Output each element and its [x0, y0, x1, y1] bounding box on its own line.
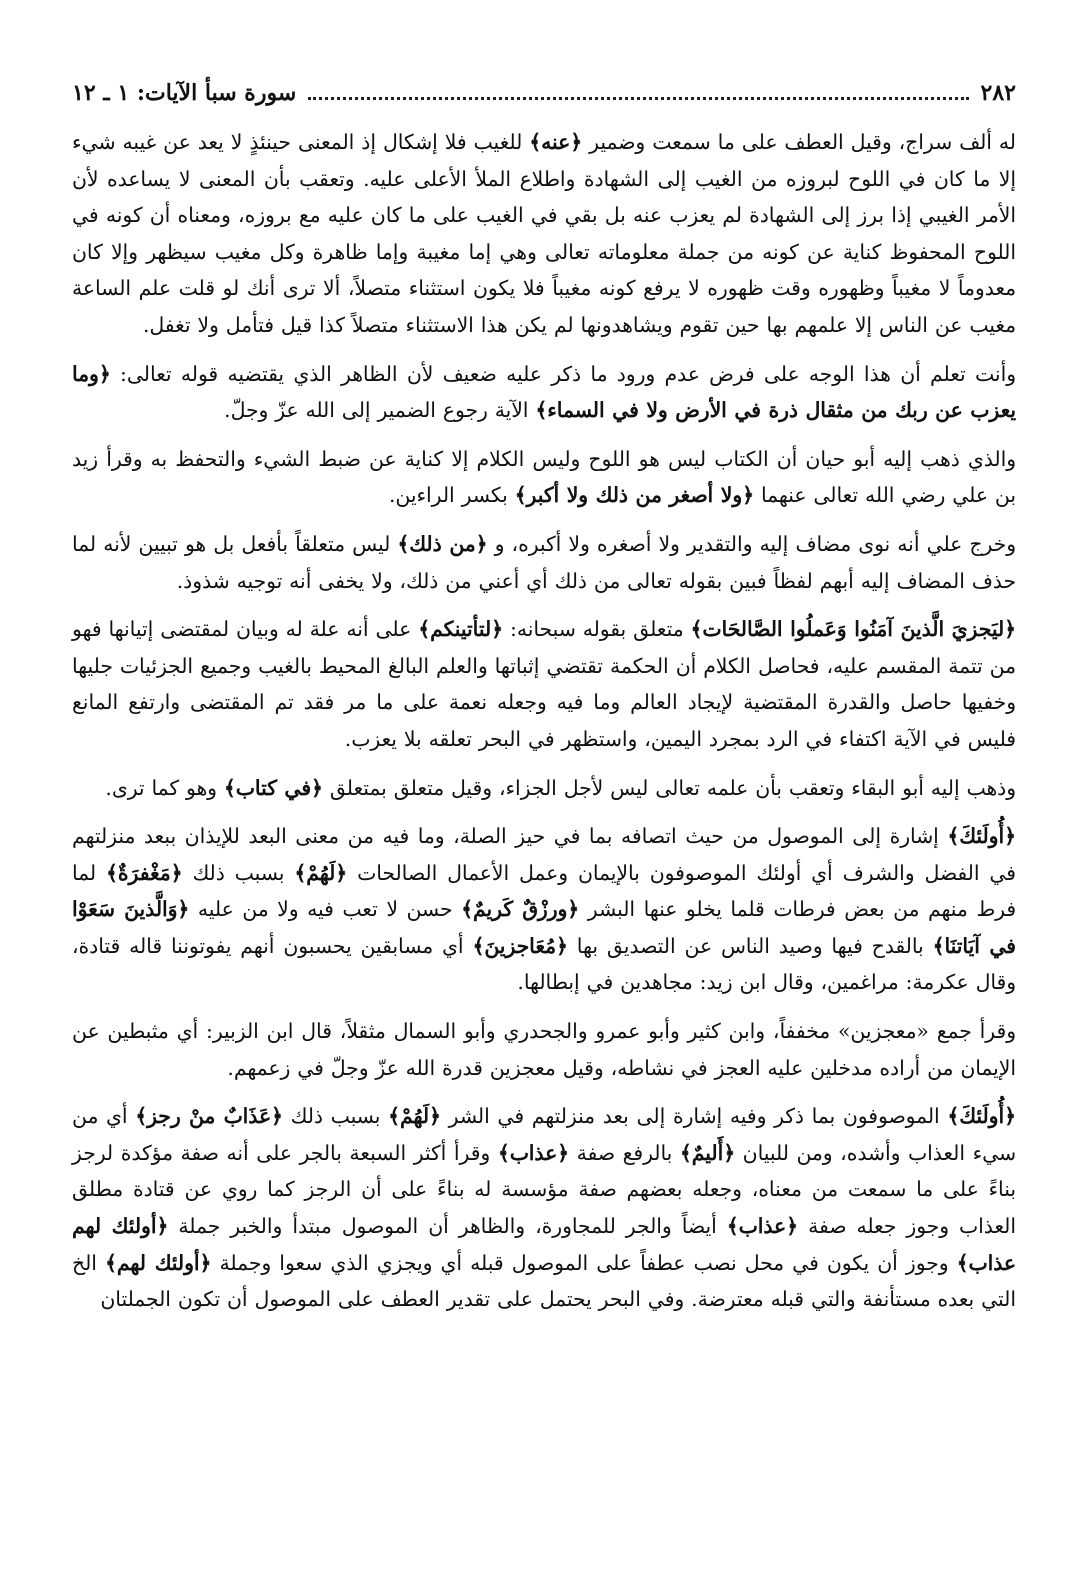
quran-quote: ﴿ورزْقٌ كَريمٌ﴾	[461, 897, 580, 922]
quran-quote: ﴿عَذَابٌ منْ رجز﴾	[135, 1104, 283, 1129]
quran-quote: ﴿مُعَاجزينَ﴾	[472, 933, 568, 958]
quran-quote: ﴿لَهُمْ﴾	[388, 1104, 441, 1129]
quran-quote: ﴿أولئك لهم﴾	[105, 1250, 212, 1275]
page-header	[72, 78, 1016, 114]
paragraph-7: ﴿أُولَئكَ﴾ إشارة إلى الموصول من حيث اتصافه بما في حيز الصلة، وما فيه من معنى البعد للإيذان ببعد منزلتهم في الفضل والشرف أي أولئك الموصوفون بالإيمان وعمل الأعمال الصالحات ﴿لَهُمْ﴾ بسبب ذلك ﴿مَغْفرَةٌ﴾ لما فرط منهم من بعض فرطات قلما يخلو عنها البشر ﴿ورزْقٌ كَريمٌ﴾ حسن لا تعب فيه ولا من عليه ﴿وَالَّذينَ سَعَوْا في آيَاتنَا﴾ بالقدح فيها وصيد الناس عن التصديق بها ﴿مُعَاجزينَ﴾ أي مسابقين يحسبون أنهم يفوتوننا قاله قتادة، وقال عكرمة: مراغمين، وقال ابن زيد: مجاهدين في إبطالها.	[72, 824, 1017, 995]
paragraph-2: وأنت تعلم أن هذا الوجه على فرض عدم ورود ما ذكر عليه ضعيف لأن الظاهر الذي يقتضيه قوله تعالى: ﴿وما يعزب عن ربك من مثقال ذرة في الأرض ولا في السماء﴾ الآية رجوع الضمير إلى الله عزّ وجلّ.	[72, 361, 1016, 423]
quran-quote: ﴿أُولَئكَ﴾	[947, 1104, 1016, 1129]
quran-quote: ﴿أَليمٌ﴾	[679, 1140, 736, 1165]
quran-quote: ﴿ولا أصغر من ذلك ولا أكبر﴾	[514, 483, 755, 508]
paragraph-9: ﴿أُولَئكَ﴾ الموصوفون بما ذكر وفيه إشارة إلى بعد منزلتهم في الشر ﴿لَهُمْ﴾ بسبب ذلك ﴿عَذَابٌ منْ رجز﴾ أي من سيء العذاب وأشده، ومن للبيان ﴿أَليمٌ﴾ بالرفع صفة ﴿عذاب﴾ وقرأ أكثر السبعة بالجر على أنه صفة مؤكدة لرجز بناءً على ما سمعت من معناه، وجعله بعضهم صفة مؤسسة له بناءً على أن الرجز كما روي عن قتادة مطلق العذاب وجوز جعله صفة ﴿عذاب﴾ أيضاً والجر للمجاورة، والظاهر أن الموصول مبتدأ والخبر جملة ﴿أولئك لهم عذاب﴾ وجوز أن يكون في محل نصب عطفاً على الموصول قبله أي ويجزي الذي سعوا وجملة ﴿أولئك لهم﴾ الخ التي بعده مستأنفة والتي قبله معترضة. وفي البحر يحتمل على تقدير العطف على الموصول أن تكون الجملتان	[72, 1104, 1017, 1312]
header-dotted-leader	[308, 97, 968, 100]
quran-quote: ﴿وما يعزب عن ربك من مثقال ذرة في الأرض ولا في السماء﴾	[72, 361, 1016, 423]
paragraph-5: ﴿ليَجزيَ الَّذينَ آمَنُوا وَعَملُوا الصَّالحَات﴾ متعلق بقوله سبحانه: ﴿لتأتينكم﴾ على أنه علة له وبيان لمقتضى إتيانها فهو من تتمة المقسم عليه، فحاصل الكلام أن الحكمة تقتضي إثباتها والعلم البالغ المحيط بالغيب وجميع الجزئيات جليها وخفيها حاصل والقدرة المقتضية لإيجاد العالم وما فيه وجعله نعمة على ما مر فقد تم المقتضى وارتفع المانع فليس في الآية اكتفاء في الرد بمجرد اليمين، واستظهر في البحر تعلقه بلا يعزب.	[72, 617, 1017, 751]
quran-quote: ﴿وَالَّذينَ سَعَوْا في آيَاتنَا﴾	[72, 897, 1017, 958]
quran-quote: ﴿من ذلك﴾	[397, 531, 488, 556]
tafsir-body	[72, 124, 1016, 1318]
paragraph-6: وذهب إليه أبو البقاء وتعقب بأن علمه تعالى ليس لأجل الجزاء، وقيل متعلق بمتعلق ﴿في كتاب﴾ وهو كما ترى.	[105, 775, 1016, 800]
surah-running-title: سورة سبأ الآيات: ١ ـ ١٢	[72, 80, 297, 106]
quran-quote: ﴿ليَجزيَ الَّذينَ آمَنُوا وَعَملُوا الصَّالحَات﴾	[690, 617, 1017, 642]
quran-quote: ﴿عنه﴾	[529, 130, 583, 154]
paragraph-3: والذي ذهب إليه أبو حيان أن الكتاب ليس هو اللوح وليس الكلام إلا كناية عن ضبط الشيء والتحفظ به وقرأ زيد بن علي رضي الله تعالى عنهما ﴿ولا أصغر من ذلك ولا أكبر﴾ بكسر الراءين.	[72, 446, 1016, 508]
quran-quote: ﴿أولئك لهم عذاب﴾	[72, 1214, 1016, 1275]
book-page	[72, 78, 1016, 1559]
quran-quote: ﴿لَهُمْ﴾	[294, 860, 348, 885]
quran-quote: ﴿أُولَئكَ﴾	[947, 824, 1016, 849]
paragraph-4: وخرج علي أنه نوى مضاف إليه والتقدير ولا أصغره ولا أكبره، و ﴿من ذلك﴾ ليس متعلقاً بأفعل بل هو تبيين لأنه لما حذف المضاف إليه أبهم لفظاً فبين بقوله تعالى من ذلك أي أعني من ذلك، ولا يخفى أنه توجيه شذوذ.	[72, 531, 1017, 593]
quran-quote: ﴿عذاب﴾	[726, 1214, 799, 1239]
page-number: ٢٨٢	[980, 80, 1016, 106]
quran-quote: ﴿في كتاب﴾	[223, 775, 323, 800]
paragraph-8: وقرأ جمع «معجزين» مخففاً، وابن كثير وأبو عمرو والجحدري وأبو السمال مثقلاً، قال ابن الزبير: أي مثبطين عن الإيمان من أراده مدخلين عليه العجز في نشاطه، وقيل معجزين قدرة الله عزّ وجلّ في زعمهم.	[72, 1019, 1016, 1080]
quran-quote: ﴿مَغْفرَةٌ﴾	[106, 860, 183, 885]
quran-quote: ﴿لتأتينكم﴾	[418, 617, 504, 642]
quran-quote: ﴿عذاب﴾	[497, 1140, 570, 1165]
paragraph-1: له ألف سراج، وقيل العطف على ما سمعت وضمير ﴿عنه﴾ للغيب فلا إشكال إذ المعنى حينئذٍ لا يعد عن غيبه شيء إلا ما كان في اللوح لبروزه من الغيب إلى الشهادة واطلاع الملأ الأعلى عليه. وتعقب بأن المعنى لا يساعده لأن الأمر الغيبي إذا برز إلى الشهادة لم يعزب عنه بل بقي في الغيب على ما كان عليه مع بروزه، ومعناه أن كونه في اللوح المحفوظ كناية عن كونه من جملة معلوماته تعالى وهي إما مغيبة وإما ظاهرة وكل مغيب سيظهر وإلا كان معدوماً لا مغيباً وظهوره وقت ظهوره لا يرفع كونه مغيباً فلا يكون استثناء متصلاً، ألا ترى أنك لو قلت علم الساعة مغيب عن الناس إلا علمهم بها حين تقوم ويشاهدونها لم يكن هذا الاستثناء متصلاً كذا قيل فتأمل ولا تغفل.	[72, 130, 1016, 337]
